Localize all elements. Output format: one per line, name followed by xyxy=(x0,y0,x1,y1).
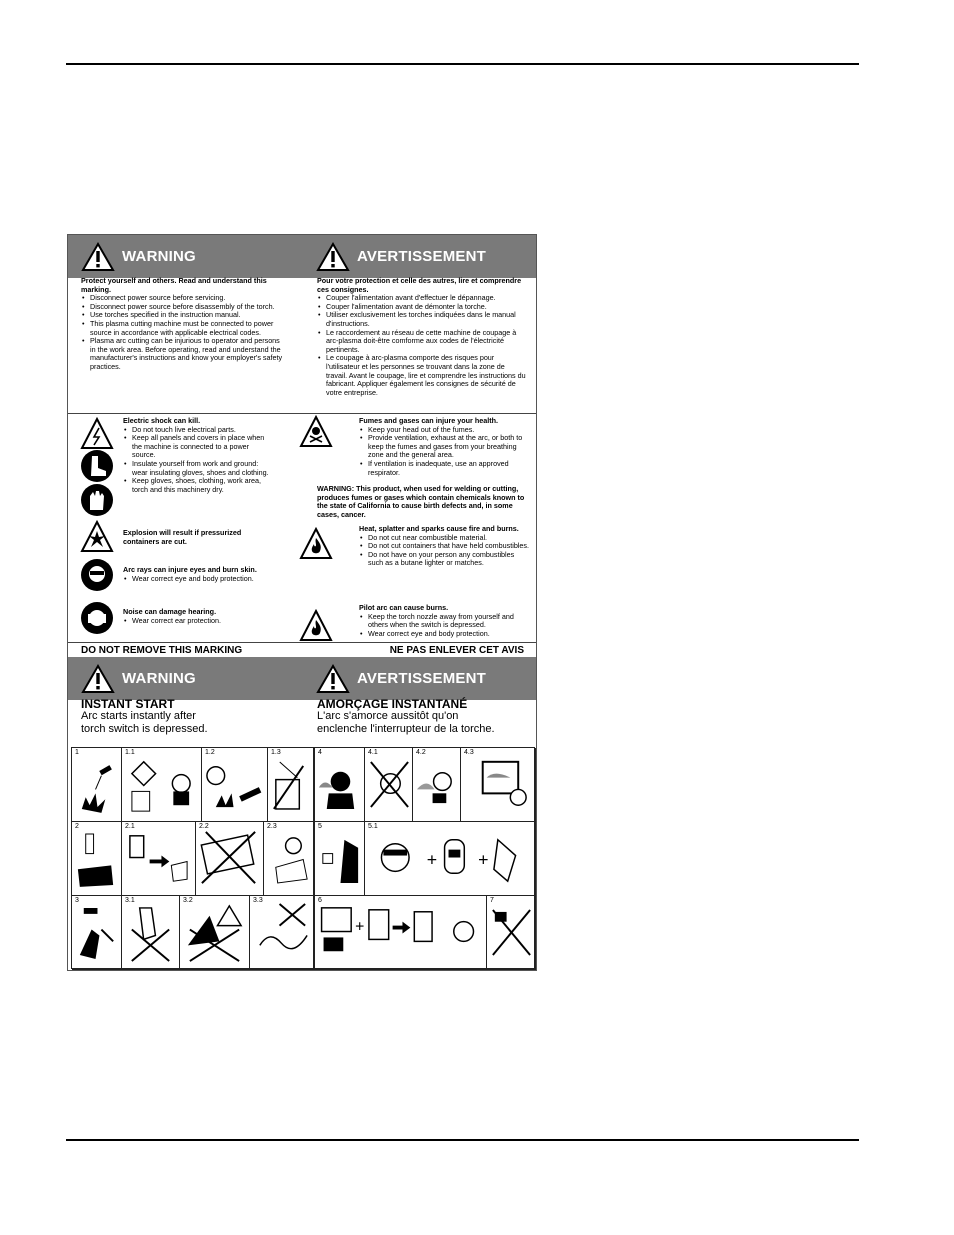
shock-title: Electric shock can kill. xyxy=(123,416,201,425)
pictogram-cell: 1 xyxy=(72,748,122,822)
warning-title-fr: AVERTISSEMENT xyxy=(357,670,487,687)
pilot-arc-hazard xyxy=(359,604,531,638)
insulated-boot-icon xyxy=(80,449,114,483)
fumes-item: • Provide ventilation, exhaust at the arc, or both to keep the fumes and gases from your breathing zone and the general area. xyxy=(368,434,529,460)
noise-title: Noise can damage hearing. xyxy=(123,607,217,616)
fire-hazard xyxy=(359,525,529,568)
pilot-title: Pilot arc can cause burns. xyxy=(359,603,449,612)
intro-fr-item: • Utiliser exclusivement les torches indiquées dans le manual d'instructions. xyxy=(326,311,527,328)
amorcage-desc: L'arc s'amorce aussitôt qu'on enclenche l'interrupteur de la torche. xyxy=(317,710,495,735)
pictogram-grid-right xyxy=(314,747,535,969)
do-not-remove-en: DO NOT REMOVE THIS MARKING xyxy=(81,645,243,656)
amorcage-title: AMORÇAGE INSTANTANÉ xyxy=(317,697,468,711)
intro-fr-item: • Couper l'alimentation avant d'effectuer le dépannage. xyxy=(326,294,527,303)
intro-en-item: • Disconnect power source before servicing. xyxy=(90,294,286,303)
warning-title-fr: AVERTISSEMENT xyxy=(357,248,487,265)
intro-en-item: • This plasma cutting machine must be connected to power source in accordance with applicable electrical codes. xyxy=(90,320,286,337)
fumes-title: Fumes and gases can injure your health. xyxy=(359,416,498,425)
face-shield-icon xyxy=(80,558,114,592)
intro-fr-item: • Le coupage à arc-plasma comporte des risques pour l'utilisateur et les personnes se trouvant dans la zone de travail. Avant le coupage, lire et comprendre les instructions du fabricant. Appliquer également les consignes de sécurité de votre entreprise. xyxy=(326,354,527,397)
explosion-icon xyxy=(80,520,114,554)
intro-en-item: • Disconnect power source before disassembly of the torch. xyxy=(90,303,286,312)
explosion-title: Explosion will result if pressurized containers are cut. xyxy=(123,528,242,546)
pilot-item: • Wear correct eye and body protection. xyxy=(368,630,531,639)
shock-hazard xyxy=(123,417,273,494)
top-rule xyxy=(66,63,859,65)
noise-hazard xyxy=(123,608,273,625)
electric-shock-icon xyxy=(80,417,114,451)
pictogram-cell: 1.1 xyxy=(122,748,202,822)
intro-fr xyxy=(317,277,527,397)
insulated-glove-icon xyxy=(80,483,114,517)
warning-triangle-icon xyxy=(316,242,350,272)
pictogram-cell: 2.2 xyxy=(196,822,264,896)
warning-title-en: WARNING xyxy=(122,670,196,687)
pictogram-cell: 1.3 xyxy=(268,748,315,822)
shock-item: • Insulate yourself from work and ground: wear insulating gloves, shoes and clothing. xyxy=(132,460,273,477)
fire-item: • Do not have on your person any combustibles such as a butane lighter or matches. xyxy=(368,551,529,568)
warning-header-bar xyxy=(68,235,537,278)
pictogram-grid-left xyxy=(71,747,314,969)
pictogram-cell: 3.2 xyxy=(180,896,250,970)
intro-en-item: • Plasma arc cutting can be injurious to operator and persons in the work area. Before operating, read and understand the manufacturer's instructions and know your employer's safety practices. xyxy=(90,337,286,371)
divider xyxy=(68,642,537,643)
warning-triangle-icon xyxy=(81,242,115,272)
intro-en-heading: Protect yourself and others. Read and understand this marking. xyxy=(81,276,267,294)
svg-text:+: + xyxy=(478,849,489,870)
fumes-hazard xyxy=(359,417,529,477)
shock-item: • Do not touch live electrical parts. xyxy=(132,426,273,435)
pictogram-cell: 5 xyxy=(315,822,365,896)
do-not-remove-fr: NE PAS ENLEVER CET AVIS xyxy=(389,645,524,656)
pictogram-cell: 4.1 xyxy=(365,748,413,822)
svg-text:+: + xyxy=(426,849,438,870)
pictogram-cell: 5.1 + + xyxy=(365,822,536,896)
intro-en xyxy=(81,277,286,372)
arc-rays-title: Arc rays can injure eyes and burn skin. xyxy=(123,565,257,574)
fire-title: Heat, splatter and sparks cause fire and burns. xyxy=(359,524,519,533)
instant-start-title: INSTANT START xyxy=(81,697,175,711)
shock-item: • Keep all panels and covers in place when the machine is connected to a power source. xyxy=(132,434,273,460)
fumes-item: • Keep your head out of the fumes. xyxy=(368,426,529,435)
shock-item: • Keep gloves, shoes, clothing, work area, torch and this machinery dry. xyxy=(132,477,273,494)
pictogram-cell: 4 xyxy=(315,748,365,822)
noise-item: • Wear correct ear protection. xyxy=(132,617,273,626)
pictogram-cell: 2 xyxy=(72,822,122,896)
pictogram-cell: 2.1 xyxy=(122,822,196,896)
warning-triangle-icon xyxy=(316,664,350,694)
arc-rays-hazard xyxy=(123,566,283,583)
arc-rays-item: • Wear correct eye and body protection. xyxy=(132,575,283,584)
pictogram-cell: 3.1 xyxy=(122,896,180,970)
fumes-item: • If ventilation is inadequate, use an approved respirator. xyxy=(368,460,529,477)
warning-title-en: WARNING xyxy=(122,248,196,265)
pictogram-cell: 2.3 xyxy=(264,822,315,896)
warning-header-bar-2 xyxy=(68,657,537,700)
pilot-arc-burn-icon xyxy=(299,609,333,643)
safety-label xyxy=(67,234,537,971)
fire-item: • Do not cut near combustible material. xyxy=(368,534,529,543)
divider xyxy=(68,413,537,414)
explosion-hazard xyxy=(123,529,268,546)
intro-fr-item: • Couper l'alimentation avant de démonter la torche. xyxy=(326,303,527,312)
intro-en-item: • Use torches specified in the instruction manual. xyxy=(90,311,286,320)
warning-triangle-icon xyxy=(81,664,115,694)
ear-protection-icon xyxy=(80,601,114,635)
pictogram-cell: 4.3 xyxy=(461,748,536,822)
pictogram-cell: 6 + xyxy=(315,896,487,970)
pictogram-cell: 1.2 xyxy=(202,748,268,822)
intro-fr-item: • Le raccordement au réseau de cette machine de coupage à arc-plasma doit-être comforme aux codes de l'électricité pertinents. xyxy=(326,329,527,355)
fire-icon xyxy=(299,527,333,561)
svg-text:+: + xyxy=(355,918,365,936)
pictogram-cell: 3 xyxy=(72,896,122,970)
pictogram-cell: 4.2 xyxy=(413,748,461,822)
california-warning: WARNING: This product, when used for welding or cutting, produces fumes or gases which contain chemicals known to the state of California to cause birth defects and, in some cases, cancer. xyxy=(317,484,525,519)
fire-item: • Do not cut containers that have held combustibles. xyxy=(368,542,529,551)
pilot-item: • Keep the torch nozzle away from yourself and others when the switch is depressed. xyxy=(368,613,531,630)
instant-start-desc: Arc starts instantly after torch switch is depressed. xyxy=(81,710,208,735)
pictogram-cell: 3.3 xyxy=(250,896,315,970)
pictogram-cell: 7 xyxy=(487,896,536,970)
toxic-fumes-icon xyxy=(299,415,333,449)
intro-fr-heading: Pour votre protection et celle des autres, lire et comprendre ces consignes. xyxy=(317,276,522,294)
bottom-rule xyxy=(66,1139,859,1141)
